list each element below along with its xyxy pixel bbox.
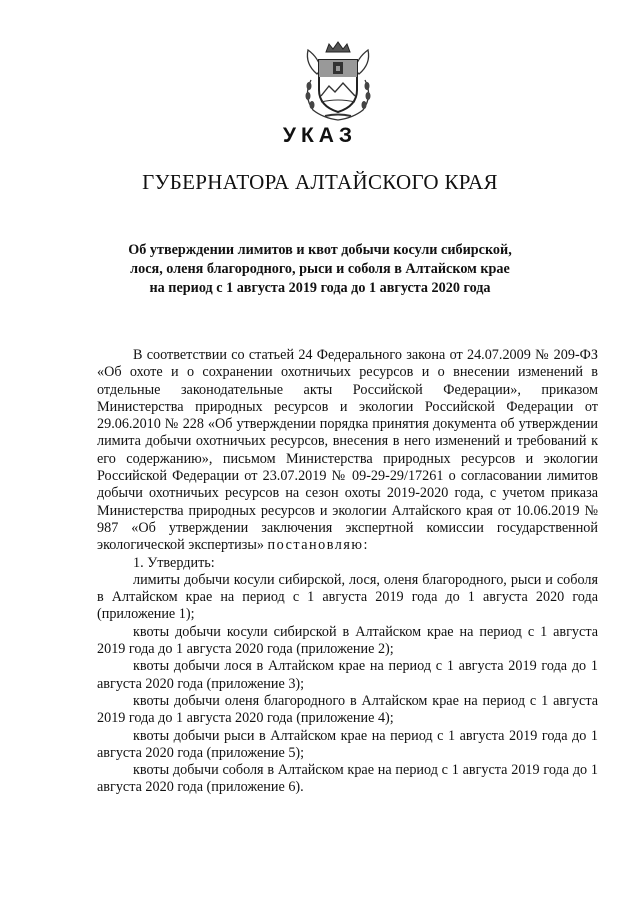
heading-line: на период с 1 августа 2019 года до 1 августа 2020 года — [149, 280, 491, 296]
list-item: квоты добычи соболя в Алтайском крае на период с 1 августа 2019 года до 1 августа 2020 года (приложение 6). — [97, 762, 598, 796]
point-1: 1. Утвердить: — [133, 554, 215, 571]
issuer-title: ГУБЕРНАТОРА АЛТАЙСКОГО КРАЯ — [142, 170, 498, 194]
document-body — [97, 347, 598, 797]
list-item: квоты добычи оленя благородного в Алтайском крае на период с 1 августа 2019 года до 1 августа 2020 года (приложение 4); — [97, 692, 598, 727]
heading-line: лося, оленя благородного, рыси и соболя в Алтайском крае — [130, 261, 510, 277]
list-item: лимиты добычи косули сибирской, лося, оленя благородного, рыси и соболя в Алтайском крае на период с 1 августа 2019 года до 1 августа 2020 года (приложение 1); — [97, 571, 598, 623]
document-type-title: УКАЗ — [282, 124, 358, 147]
preamble-paragraph — [97, 347, 598, 555]
document-heading — [80, 241, 560, 298]
list-item: квоты добычи косули сибирской в Алтайском крае на период с 1 августа 2019 года до 1 августа 2020 года (приложение 2); — [97, 623, 598, 658]
preamble-text: В соответствии со статьей 24 Федерального закона от 24.07.2009 № 209-ФЗ «Об охоте и о сохранении охотничьих ресурсов и о внесении изменений в отдельные законодательные акты Российской Федерации», приказом Министерства природных ресурсов и экологии Российской Федерации от 29.06.2010 № 228 «Об утверждении порядка принятия документа об утверждении лимита добычи охотничьих ресурсов, внесения в него изменений и требований к его содержанию», письмом Министерства природных ресурсов и экологии Российской Федерации от 23.07.2019 № 09-29-29/17261 о согласовании лимитов добычи охотничьих ресурсов на сезон охоты 2019-2020 года, с учетом приказа Министерства природных ресурсов и экологии Алтайского края от 10.06.2019 № 987 «Об утверждении заключения экспертной комиссии государственной экологической экспертизы» — [97, 347, 598, 554]
list-item: квоты добычи рыси в Алтайском крае на период с 1 августа 2019 года до 1 августа 2020 года (приложение 5); — [97, 727, 598, 761]
list-item: квоты добычи лося в Алтайском крае на период с 1 августа 2019 года до 1 августа 2020 года (приложение 3); — [97, 658, 598, 692]
decree-word: постановляю: — [267, 537, 369, 554]
heading-line: Об утверждении лимитов и квот добычи косули сибирской, — [128, 242, 512, 258]
coat-of-arms-icon — [299, 40, 377, 122]
